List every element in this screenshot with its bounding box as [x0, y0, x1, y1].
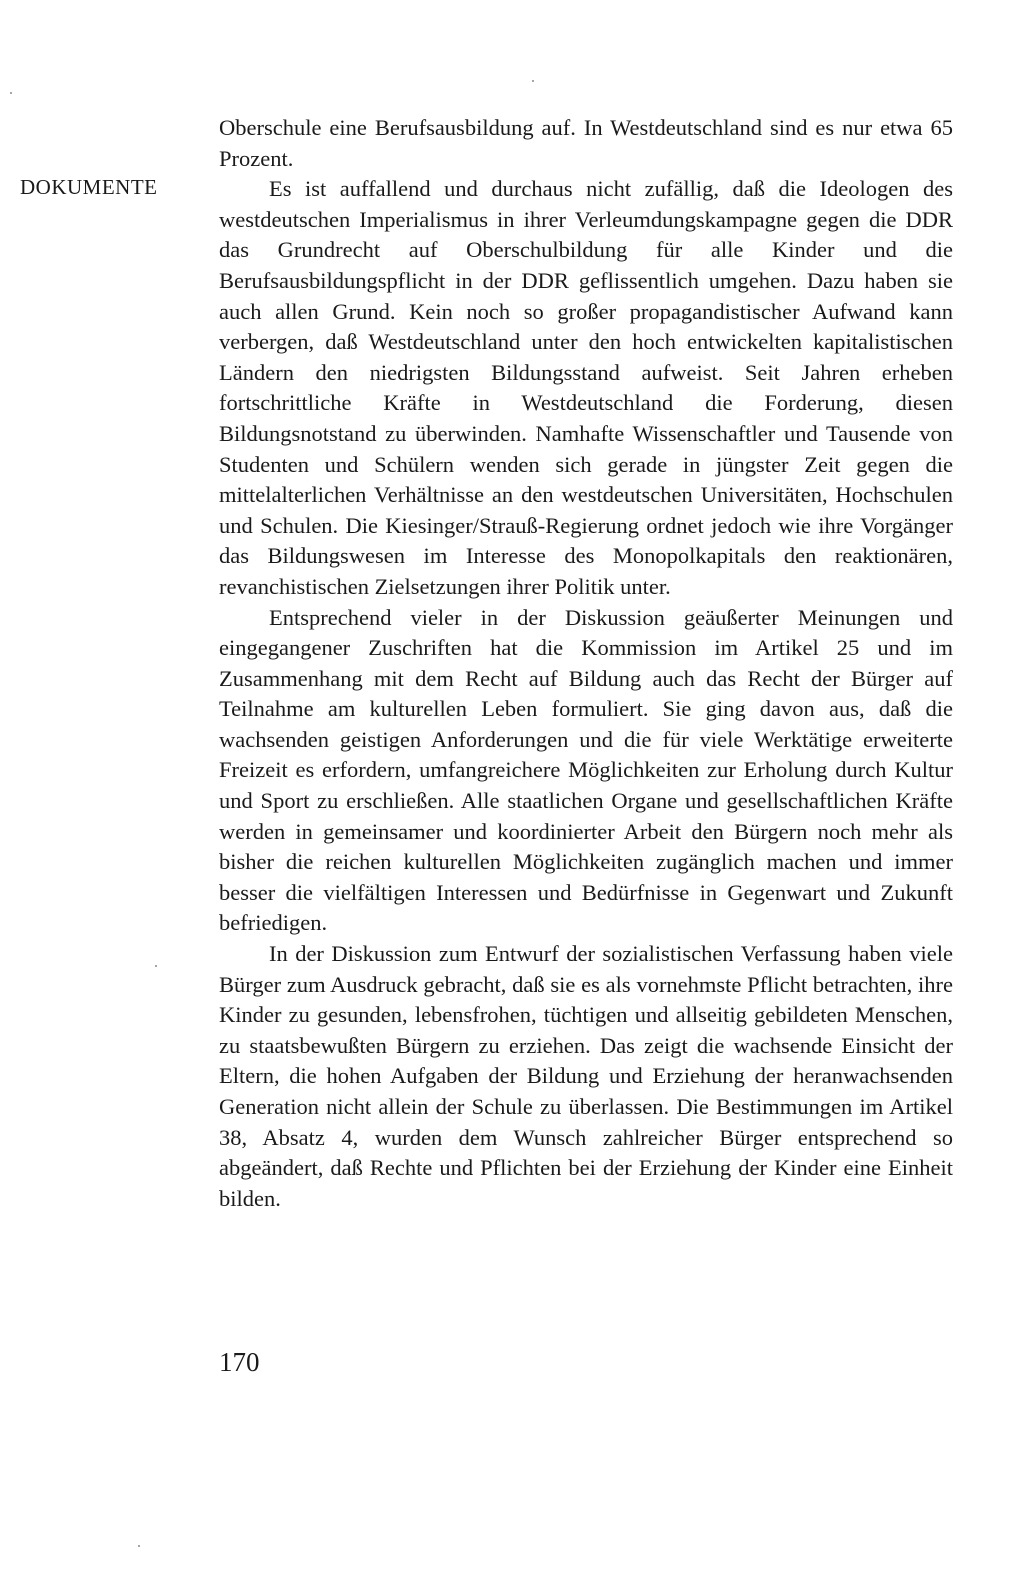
- paragraph-continuation: Oberschule eine Berufsausbildung auf. In Westdeutschland sind es nur etwa 65 Prozent.: [219, 115, 953, 171]
- paragraph-erziehung: In der Diskussion zum Entwurf der sozialistischen Verfassung haben viele Bürger zum Ausdruck gebracht, daß sie es als vornehmste Pflicht betrachten, ihre Kinder zu gesunden, lebensfrohen, tüchtigen und allseitig gebildeten Menschen, zu staatsbewußten Bürgern zu erziehen. Das zeigt die wachsende Einsicht der Eltern, die hohen Aufgaben der Bildung und Erziehung der heranwachsenden Generation nicht allein der Schule zu überlassen. Die Bestimmungen im Artikel 38, Absatz 4, wurden dem Wunsch zahlreicher Bürger entsprechend so abgeändert, daß Rechte und Pflichten bei der Erziehung der Kinder eine Einheit bilden.: [219, 941, 953, 1211]
- page-number: 170: [219, 1347, 260, 1377]
- paragraph-kulturelles-leben: Entsprechend vieler in der Diskussion geäußerter Meinungen und eingegangener Zuschriften hat die Kommission im Artikel 25 und im Zusammenhang mit dem Recht auf Bildung auch das Recht der Bürger auf Teilnahme am kulturellen Leben formuliert. Sie ging davon aus, daß die wachsenden geistigen Anforderungen und die für viele Werktätige erweiterte Freizeit es erfordern, umfangreichere Möglichkeiten zur Erholung durch Kultur und Sport zu erschließen. Alle staatlichen Organe und gesellschaftlichen Kräfte werden in gemeinsamer und koordinierter Arbeit den Bürgern noch mehr als bisher die reichen kulturellen Möglichkeiten zugänglich machen und immer besser die vielfältigen Interessen und Bedürfnisse in Gegenwart und Zukunft befriedigen.: [219, 604, 953, 936]
- print-speck: [155, 965, 157, 967]
- print-speck: [138, 1545, 140, 1547]
- margin-section-label: DOKUMENTE: [20, 175, 158, 199]
- print-speck: [532, 80, 534, 82]
- paragraph-ideologen: Es ist auffallend und durchaus nicht zufällig, daß die Ideologen des westdeutschen Imperialismus in ihrer Verleumdungskampagne gegen die DDR das Grundrecht auf Oberschulbildung für alle Kinder und die Berufsausbildungspflicht in der DDR geflissentlich umgehen. Dazu haben sie auch allen Grund. Kein noch so großer propagandistischer Aufwand kann verbergen, daß Westdeutschland unter den hoch entwickelten kapitalistischen Ländern den niedrigsten Bildungsstand aufweist. Seit Jahren erheben fortschrittliche Kräfte in Westdeutschland die Forderung, diesen Bildungsnotstand zu überwinden. Namhafte Wissenschaftler und Tausende von Studenten und Schülern wenden sich gerade in jüngster Zeit gegen die mittelalterlichen Verhältnisse an den westdeutschen Universitäten, Hochschulen und Schulen. Die Kiesinger/Strauß-Regierung ordnet jedoch wie ihre Vorgänger das Bildungswesen im Interesse des Monopolkapitals den reaktionären, revanchistischen Zielsetzungen ihrer Politik unter.: [219, 176, 953, 599]
- body-text: [219, 113, 953, 1214]
- print-speck: [10, 92, 12, 94]
